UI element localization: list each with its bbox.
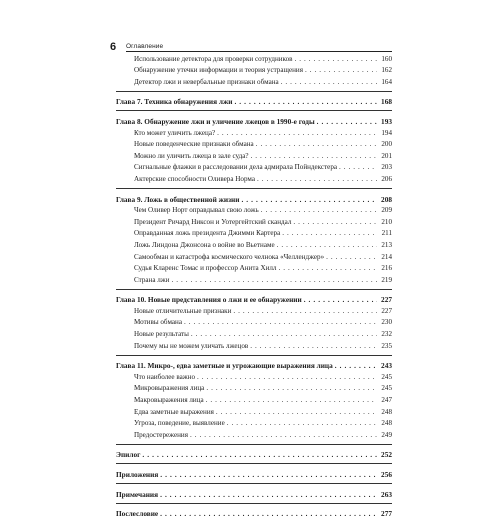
toc-section-entry xyxy=(116,371,392,383)
toc-entry-title: Послесловие xyxy=(116,509,159,519)
toc-section-entry xyxy=(116,205,392,217)
toc-entry-title: Использование детектора для проверки сотрудников xyxy=(134,54,293,63)
toc-section-entry xyxy=(116,394,392,406)
toc-entry-title: Обнаружение утечки информации и теория устращения xyxy=(134,66,303,75)
toc-dot-leader xyxy=(282,228,377,239)
toc-section-entry xyxy=(116,305,392,317)
toc-section-entry xyxy=(116,216,392,228)
toc-section-entry xyxy=(116,406,392,418)
toc-dot-leader xyxy=(191,329,377,340)
toc-dot-leader xyxy=(197,372,377,383)
toc-page-number: 243 xyxy=(381,361,392,371)
toc-page-number: 162 xyxy=(381,66,392,75)
toc-page-number: 256 xyxy=(381,470,392,479)
toc-dot-leader xyxy=(142,449,377,460)
table-of-contents xyxy=(116,53,392,519)
toc-dot-leader xyxy=(295,54,377,65)
toc-section-entry xyxy=(116,65,392,77)
toc-entry-title: Президент Ричард Никсон и Уотергейтский скандал xyxy=(134,217,292,226)
header-rule xyxy=(126,51,392,52)
toc-page-number: 277 xyxy=(381,509,392,519)
toc-entry-title: Сигнальные флажки в расследовании дела адмирала Пойндекстера xyxy=(134,163,338,172)
toc-dot-leader xyxy=(234,96,377,107)
toc-entry-title: Глава 8. Обнаружение лжи и уличение лжецов в 1990-е годы xyxy=(116,116,315,126)
toc-page-number: 249 xyxy=(381,430,392,439)
toc-dot-leader xyxy=(217,128,377,139)
toc-dot-leader xyxy=(184,317,377,328)
toc-dot-leader xyxy=(171,275,377,286)
toc-page-number: 235 xyxy=(381,341,392,350)
toc-page-number: 203 xyxy=(381,163,392,172)
toc-dot-leader xyxy=(206,395,377,406)
toc-section-entry xyxy=(116,274,392,286)
toc-section-entry xyxy=(116,139,392,151)
toc-chapter-entry xyxy=(116,488,392,500)
toc-chapter-entry xyxy=(116,508,392,519)
toc-entry-title: Приложения xyxy=(116,470,159,479)
running-title: Оглавление xyxy=(126,43,164,50)
toc-page-number: 263 xyxy=(381,489,392,499)
toc-entry-title: Угроза, поведение, выявление xyxy=(134,419,225,428)
toc-dot-leader xyxy=(233,306,377,317)
toc-dot-leader xyxy=(335,360,377,371)
toc-chapter-entry xyxy=(116,294,392,306)
toc-page-number: 209 xyxy=(381,206,392,215)
toc-page-number: 194 xyxy=(381,128,392,137)
toc-entry-title: Мотивы обмана xyxy=(134,318,182,327)
toc-section-entry xyxy=(116,328,392,340)
toc-page-number: 248 xyxy=(381,419,392,428)
toc-chapter-entry xyxy=(116,193,392,205)
toc-dot-leader xyxy=(304,294,377,305)
toc-dot-leader xyxy=(305,65,377,76)
toc-dot-leader xyxy=(256,139,377,150)
toc-entry-title: Что наиболее важно xyxy=(134,372,195,381)
toc-page-number: 245 xyxy=(381,372,392,381)
toc-section-entry xyxy=(116,317,392,329)
toc-entry-title: Страна лжи xyxy=(134,275,170,284)
toc-dot-leader xyxy=(160,469,377,480)
toc-page-number: 216 xyxy=(381,264,392,273)
toc-section-entry xyxy=(116,53,392,65)
toc-entry-title: Судья Кларенс Томас и профессор Анита Хилл xyxy=(134,264,277,273)
toc-section-entry xyxy=(116,383,392,395)
toc-dot-leader xyxy=(326,252,377,263)
toc-dot-leader xyxy=(216,407,377,418)
toc-page-number: 164 xyxy=(381,77,392,86)
toc-entry-title: Макровыражения лица xyxy=(134,396,204,405)
toc-section-entry xyxy=(116,127,392,139)
toc-page-number: 208 xyxy=(381,194,392,204)
toc-entry-title: Оправданная ложь президента Джимми Картера xyxy=(134,229,281,238)
toc-dot-leader xyxy=(190,430,377,441)
toc-entry-title: Чем Оливер Норт оправдывал свою ложь xyxy=(134,206,259,215)
toc-section-entry xyxy=(116,162,392,174)
toc-page-number: 247 xyxy=(381,396,392,405)
toc-dot-leader xyxy=(160,508,377,519)
toc-page-number: 200 xyxy=(381,140,392,149)
toc-page-number: 230 xyxy=(381,318,392,327)
toc-dot-leader xyxy=(251,151,377,162)
toc-section-entry xyxy=(116,418,392,430)
toc-entry-title: Актерские способности Оливера Норма xyxy=(134,174,255,183)
toc-chapter-entry xyxy=(116,115,392,127)
toc-dot-leader xyxy=(206,383,377,394)
toc-page-number: 193 xyxy=(381,116,392,126)
toc-dot-leader xyxy=(250,341,377,352)
toc-entry-title: Можно ли уличить лжеца в зале суда? xyxy=(134,151,249,160)
toc-page-number: 201 xyxy=(381,151,392,160)
toc-page-number: 245 xyxy=(381,384,392,393)
toc-entry-title: Почему мы не можем уличать лжецов xyxy=(134,341,249,350)
toc-page-number: 160 xyxy=(381,54,392,63)
toc-entry-title: Глава 9. Ложь в общественной жизни xyxy=(116,194,240,204)
toc-page-number: 227 xyxy=(381,306,392,315)
toc-chapter-entry xyxy=(116,360,392,372)
toc-entry-title: Предостережения xyxy=(134,430,188,439)
toc-section-entry xyxy=(116,228,392,240)
toc-page-number: 168 xyxy=(381,97,392,107)
toc-dot-leader xyxy=(257,174,377,185)
toc-section-entry xyxy=(116,150,392,162)
toc-entry-title: Новые поведенческие признаки обмана xyxy=(134,140,254,149)
toc-entry-title: Глава 11. Микро-, едва заметные и угрожающие выражения лица xyxy=(116,361,333,371)
toc-dot-leader xyxy=(339,162,377,173)
toc-page-number: 214 xyxy=(381,252,392,261)
toc-dot-leader xyxy=(281,77,377,88)
toc-section-entry xyxy=(116,340,392,352)
toc-entry-title: Микровыражения лица xyxy=(134,384,205,393)
toc-page-number: 211 xyxy=(381,229,392,238)
toc-entry-title: Эпилог xyxy=(116,450,141,460)
toc-dot-leader xyxy=(293,217,377,228)
toc-dot-leader xyxy=(241,194,377,205)
toc-dot-leader xyxy=(261,205,377,216)
toc-entry-title: Кто может уличить лжеца? xyxy=(134,128,216,137)
toc-dot-leader xyxy=(227,418,377,429)
toc-section-entry xyxy=(116,263,392,275)
toc-dot-leader xyxy=(160,489,377,500)
toc-chapter-entry xyxy=(116,96,392,108)
toc-page-number: 227 xyxy=(381,295,392,305)
toc-section-entry xyxy=(116,239,392,251)
toc-page-number: 210 xyxy=(381,217,392,226)
toc-entry-title: Едва заметные выражения xyxy=(134,407,214,416)
toc-page-number: 219 xyxy=(381,275,392,284)
toc-entry-title: Самообман и катастрофа космического челнока «Челленджер» xyxy=(134,252,325,261)
toc-dot-leader xyxy=(278,263,377,274)
toc-entry-title: Глава 7. Техника обнаружения лжи xyxy=(116,97,233,107)
toc-chapter-entry xyxy=(116,468,392,480)
toc-page-number: 206 xyxy=(381,174,392,183)
toc-section-entry xyxy=(116,429,392,441)
toc-chapter-entry xyxy=(116,449,392,461)
toc-entry-title: Новые отличительные признаки xyxy=(134,306,232,315)
toc-page-number: 252 xyxy=(381,450,392,460)
toc-dot-leader xyxy=(277,240,377,251)
page-number: 6 xyxy=(110,41,117,53)
toc-section-entry xyxy=(116,76,392,88)
toc-dot-leader xyxy=(317,116,377,127)
toc-entry-title: Глава 10. Новые представления о лжи и ее обнаружении xyxy=(116,295,302,305)
toc-section-entry xyxy=(116,173,392,185)
toc-entry-title: Ложь Линдона Джонсона о войне во Вьетнаме xyxy=(134,240,275,249)
toc-entry-title: Примечания xyxy=(116,489,159,499)
toc-entry-title: Новые результаты xyxy=(134,330,189,339)
toc-page-number: 232 xyxy=(381,330,392,339)
toc-page-number: 213 xyxy=(381,240,392,249)
toc-section-entry xyxy=(116,251,392,263)
toc-entry-title: Детектор лжи и невербальные признаки обмана xyxy=(134,77,279,86)
toc-page-number: 248 xyxy=(381,407,392,416)
